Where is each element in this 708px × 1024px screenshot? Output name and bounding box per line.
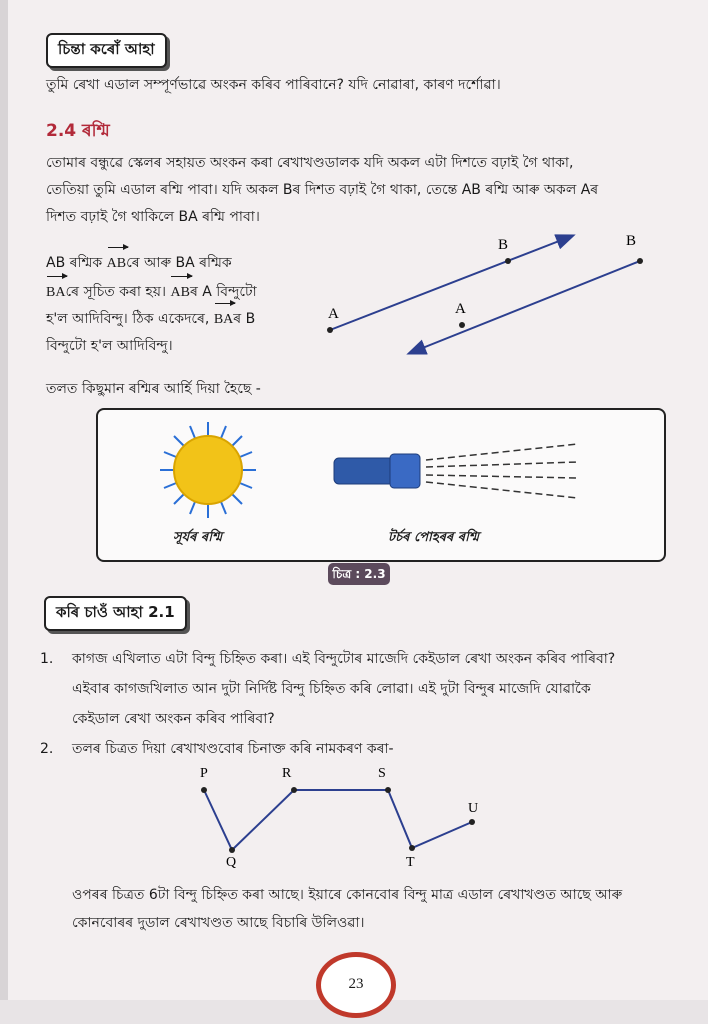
point-q: [229, 847, 235, 853]
notation-text: হ'ল আদিবিন্দু। ঠিক একেদৰে,: [46, 311, 214, 327]
label-r: R: [282, 766, 292, 781]
notation-line-4: বিন্দুটো হ'ল আদিবিন্দু।: [46, 338, 173, 354]
ray-ab: [330, 236, 572, 330]
point-a1: [327, 327, 333, 333]
ray-diagram: [310, 225, 670, 365]
think-question: তুমি ৰেখা এডাল সম্পূর্ণভাৱে অংকন কৰিব পাৰিবানে? যদি নোৱাৰা, কাৰণ দর্শোৱা।: [46, 77, 501, 93]
q1-line-1: কাগজ এখিলাত এটা বিন্দু চিহ্নিত কৰা। এই বিন্দুটোৰ মাজেদি কেইডাল ৰেখা অংকন কৰিব পাৰিবা?: [72, 651, 616, 667]
notation-line-1: [46, 250, 232, 277]
notation-text: ৰে সূচিত কৰা হয়।: [65, 284, 171, 300]
q1-number: 1.: [40, 651, 54, 667]
point-b1: [505, 258, 511, 264]
sun-icon: [148, 420, 268, 520]
polyline-diagram: [190, 760, 500, 870]
think-box-title: চিন্তা কৰোঁ আহা: [46, 33, 167, 68]
point-a2: [459, 322, 465, 328]
q1-line-3: কেইডাল ৰেখা অংকন কৰিব পাৰিবা?: [72, 711, 275, 727]
q2-text: তলৰ চিত্ৰত দিয়া ৰেখাখণ্ডবোৰ চিনাক্ত কৰি নামকৰণ কৰা-: [72, 741, 394, 757]
polyline-segments: [204, 790, 472, 850]
point-u: [469, 819, 475, 825]
notation-text: ৰ B: [233, 311, 256, 327]
notation-text: ৰ A বিন্দুটো: [189, 284, 257, 300]
page-edge: [0, 0, 8, 1024]
paragraph-line-3: দিশত বঢ়াই গৈ থাকিলে BA ৰশ্মি পাবা।: [46, 209, 260, 225]
label-s: S: [378, 766, 386, 781]
notation-text: ৰে আৰু BA ৰশ্মিক: [126, 255, 232, 271]
point-b2: [637, 258, 643, 264]
figure-box: [96, 408, 666, 562]
section-number: 2.4: [46, 121, 77, 141]
page-number: 23: [316, 952, 396, 1018]
paragraph-line-1: তোমাৰ বন্ধুৱে স্কেলৰ সহায়ত অংকন কৰা ৰেখাখণ্ডডালক যদি অকল এটা দিশতে বঢ়াই গৈ থাকা,: [46, 155, 574, 171]
notation-text: AB ৰশ্মিক: [46, 255, 107, 271]
label-q: Q: [226, 855, 237, 870]
label-p: P: [200, 766, 208, 781]
torch-caption: টৰ্চৰ পোহৰৰ ৰশ্মি: [388, 530, 479, 545]
vector-ba: BA: [46, 279, 65, 306]
label-a1: A: [328, 306, 339, 322]
label-u: U: [468, 801, 479, 816]
examples-intro: তলত কিছুমান ৰশ্মিৰ আৰ্হি দিয়া হৈছে -: [46, 381, 261, 397]
activity-box-title: কৰি চাওঁ আহা 2.1: [44, 596, 187, 631]
label-a2: A: [455, 301, 466, 317]
label-t: T: [406, 855, 415, 870]
point-s: [385, 787, 391, 793]
q2-number: 2.: [40, 741, 54, 757]
vector-ba: BA: [214, 306, 233, 333]
point-t: [409, 845, 415, 851]
section-heading: [46, 118, 110, 146]
q2-followup-line-2: কোনবোৰৰ দুডাল ৰেখাখণ্ডত আছে বিচাৰি উলিওৱা।: [72, 915, 365, 931]
notation-line-2: [46, 279, 257, 306]
vector-ab: AB: [170, 279, 189, 306]
point-r: [291, 787, 297, 793]
point-p: [201, 787, 207, 793]
q1-line-2: এইবাৰ কাগজখিলাত আন দুটা নির্দিষ্ট বিন্দু চিহ্নিত কৰি লোৱা। এই দুটা বিন্দুৰ মাজেদি যোৱাকৈ: [72, 681, 591, 697]
torch-icon: [328, 440, 648, 510]
vector-ab: AB: [107, 250, 126, 277]
ray-ba: [410, 261, 640, 353]
q2-followup-line-1: ওপৰৰ চিত্ৰত 6টা বিন্দু চিহ্নিত কৰা আছে। ইয়াৰে কোনবোৰ বিন্দু মাত্ৰ এডাল ৰেখাখণ্ডত আছে আৰু: [72, 887, 623, 903]
label-b1: B: [498, 237, 509, 253]
sun-caption: সূৰ্যৰ ৰশ্মি: [173, 530, 223, 545]
notation-line-3: [46, 306, 255, 333]
paragraph-line-2: তেতিয়া তুমি এডাল ৰশ্মি পাবা। যদি অকল Bৰ দিশত বঢ়াই গৈ থাকা, তেন্তে AB ৰশ্মি আৰু অকল Aৰ: [46, 182, 599, 198]
figure-tag: চিত্ৰ : 2.3: [328, 563, 390, 585]
section-title: ৰশ্মি: [82, 121, 110, 141]
label-b2: B: [626, 233, 637, 249]
